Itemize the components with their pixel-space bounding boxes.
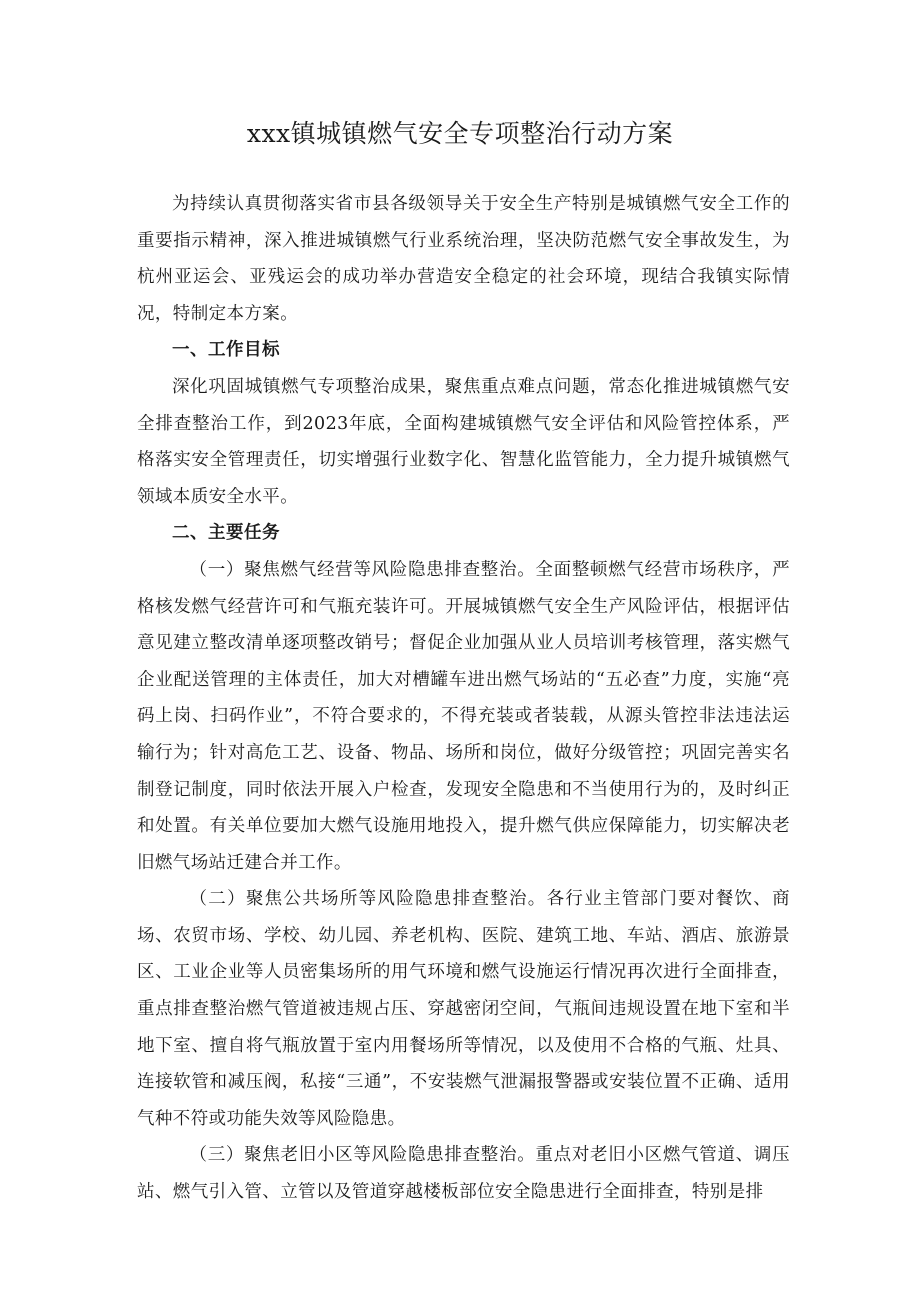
- task-item-3: （三）聚焦老旧小区等风险隐患排查整治。重点对老旧小区燃气管道、调压站、燃气引入管、立管以及管道穿越楼板部位安全隐患进行全面排查，特别是排: [137, 1145, 790, 1203]
- section-heading-tasks: 二、主要任务: [172, 523, 280, 544]
- section-heading-goals: 一、工作目标: [172, 340, 280, 361]
- task-item-2: （二）聚焦公共场所等风险隐患排查整治。各行业主管部门要对餐饮、商场、农贸市场、学校、幼儿园、养老机构、医院、建筑工地、车站、酒店、旅游景区、工业企业等人员密集场所的用气环境和燃气设施运行情况再次进行全面排查，重点排查整治燃气管道被违规占压、穿越密闭空间，气瓶间违规设置在地下室和半地下室、擅自将气瓶放置于室内用餐场所等情况，以及使用不合格的气瓶、灶具、连接软管和减压阀，私接“三通”，不安装燃气泄漏报警器或安装位置不正确、适用气种不符或功能失效等风险隐患。: [137, 889, 790, 1129]
- document-body: [137, 186, 790, 1211]
- task-item-1: （一）聚焦燃气经营等风险隐患排查整治。全面整顿燃气经营市场秩序，严格核发燃气经营许可和气瓶充装许可。开展城镇燃气安全生产风险评估，根据评估意见建立整改清单逐项整改销号；督促企业加强从业人员培训考核管理，落实燃气企业配送管理的主体责任，加大对槽罐车进出燃气场站的“五必查”力度，实施“亮码上岗、扫码作业”，不符合要求的，不得充装或者装载，从源头管控非法违法运输行为；针对高危工艺、设备、物品、场所和岗位，做好分级管控；巩固完善实名制登记制度，同时依法开展入户检查，发现安全隐患和不当使用行为的，及时纠正和处置。有关单位要加大燃气设施用地投入，提升燃气供应保障能力，切实解决老旧燃气场站迁建合并工作。: [137, 559, 790, 873]
- intro-paragraph: 为持续认真贯彻落实省市县各级领导关于安全生产特别是城镇燃气安全工作的重要指示精神，深入推进城镇燃气行业系统治理，坚决防范燃气安全事故发生，为杭州亚运会、亚残运会的成功举办营造安全稳定的社会环境，现结合我镇实际情况，特制定本方案。: [137, 194, 790, 324]
- goals-paragraph: 深化巩固城镇燃气专项整治成果，聚焦重点难点问题，常态化推进城镇燃气安全排查整治工作，到2023年底，全面构建城镇燃气安全评估和风险管控体系，严格落实安全管理责任，切实增强行业数字化、智慧化监管能力，全力提升城镇燃气领域本质安全水平。: [137, 376, 790, 507]
- document-title: xxx镇城镇燃气安全专项整治行动方案: [246, 119, 674, 148]
